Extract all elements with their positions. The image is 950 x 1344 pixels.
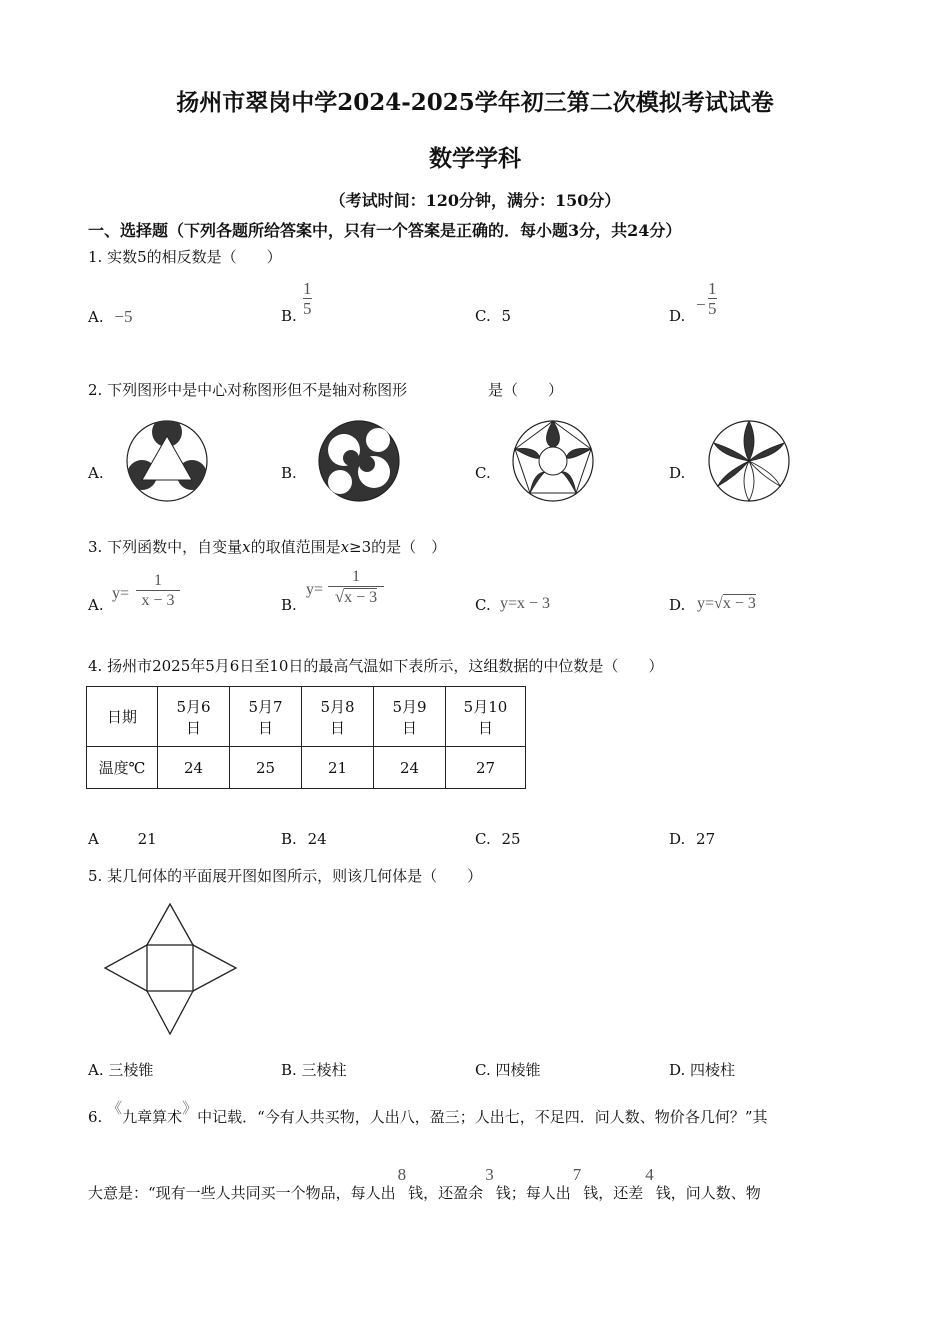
q2-stem: 2. 下列图形中是中心对称图形但不是轴对称图形 [88, 381, 408, 399]
q2-figure-a [124, 418, 210, 504]
q6-line1 [88, 1099, 768, 1127]
q2-figure-d [706, 418, 792, 504]
number: 3 [485, 1165, 494, 1184]
q2-option-b-label: B. [281, 464, 297, 482]
q6-line2 [88, 1165, 761, 1203]
option-label: C. [475, 830, 491, 848]
denominator: 5 [708, 299, 717, 318]
q6-text: 大意是：“现有一些人共同买一个物品，每人出 [88, 1184, 396, 1202]
question-number: 6. [88, 1108, 108, 1126]
table-cell: 24 [158, 747, 230, 789]
q5-option-a: A. 三棱锥 [88, 1061, 154, 1079]
table-cell: 5月6日 [158, 687, 230, 747]
table-head-cell: 温度℃ [87, 747, 158, 789]
q4-stem: 4. 扬州市2025年5月6日至10日的最高气温如下表所示，这组数据的中位数是（ ） [88, 657, 664, 675]
q3-option-a-fraction [136, 572, 180, 611]
q3-option-b-fraction [328, 568, 384, 608]
denominator: 5 [303, 299, 312, 318]
denominator: x − 3 [136, 590, 180, 611]
book-bracket-close: 》 [182, 1099, 198, 1117]
q6-text: 钱，还盈余 [408, 1184, 484, 1202]
q1-option-d-fraction [708, 280, 717, 319]
table-cell: 5月9日 [374, 687, 446, 747]
exam-title: 扬州市翠岗中学2024-2025学年初三第二次模拟考试试卷 [176, 89, 774, 116]
table-cell: 27 [446, 747, 526, 789]
q4-option-c [475, 830, 521, 848]
lhs: y= [697, 595, 715, 612]
option-label: C. [475, 307, 491, 325]
table-head-cell: 日期 [87, 687, 158, 747]
stem-text: 的取值范围是 [250, 538, 341, 556]
book-bracket-open: 《 [107, 1099, 123, 1117]
q2-option-d-label: D. [669, 464, 686, 482]
option-value: −5 [114, 307, 133, 326]
table-cell: 5月10日 [446, 687, 526, 747]
q3-option-b-lhs: y= [306, 581, 324, 598]
q2-option-c-label: C. [475, 464, 491, 482]
stem-text: ≥3 [349, 538, 372, 556]
section-heading: 一、选择题（下列各题所给答案中，只有一个答案是正确的．每小题3分，共24分） [88, 221, 682, 240]
option-value: 25 [501, 830, 521, 848]
q1-option-b-fraction [303, 280, 312, 319]
q2-figure-b [316, 418, 402, 504]
q2-figure-c [510, 418, 596, 504]
q6-text: 钱，还差 [583, 1184, 644, 1202]
table-cell: 25 [230, 747, 302, 789]
q5-option-c: C. 四棱锥 [475, 1061, 541, 1079]
q1-option-d-label: D. [669, 307, 686, 325]
q2-option-a-label: A. [88, 464, 104, 482]
stem-text: 3. 下列函数中，自变量 [88, 538, 243, 556]
denominator: √x − 3 [328, 586, 384, 608]
q5-option-b: B. 三棱柱 [281, 1061, 347, 1079]
option-label: A [88, 830, 99, 848]
q6-text: 钱，问人数、物 [655, 1184, 761, 1202]
q3-stem [88, 536, 446, 557]
q6-text: 钱；每人出 [495, 1184, 571, 1202]
table-cell: 21 [302, 747, 374, 789]
q5-option-d: D. 四棱柱 [669, 1061, 736, 1079]
exam-info: （考试时间：120分钟，满分：150分） [329, 191, 621, 210]
stem-text: 的是（ ） [371, 538, 447, 556]
q3-option-a-label: A. [88, 596, 104, 614]
table-cell: 5月8日 [302, 687, 374, 747]
q1-option-d-sign: − [696, 295, 706, 314]
q3-option-b-label: B. [281, 596, 297, 614]
q3-option-d-label: D. [669, 596, 686, 614]
option-value: 5 [501, 307, 512, 325]
table-row [87, 687, 526, 747]
q5-stem: 5. 某几何体的平面展开图如图所示，则该几何体是（ ） [88, 867, 483, 885]
numerator: 1 [352, 568, 360, 585]
option-label: D. [669, 830, 686, 848]
numerator: 1 [154, 572, 162, 589]
option-label: B. [281, 830, 297, 848]
q4-option-b [281, 830, 327, 848]
temperature-table [86, 686, 526, 789]
q2-stem-tail: 是（ ） [488, 381, 564, 399]
table-cell: 24 [374, 747, 446, 789]
table-cell: 5月7日 [230, 687, 302, 747]
q1-stem: 1. 实数5的相反数是（ ） [88, 248, 282, 266]
q3-option-c-label: C. [475, 596, 491, 614]
q1-option-a [88, 307, 132, 327]
q4-option-a [88, 830, 157, 848]
numerator: 1 [708, 279, 717, 298]
variable: x [340, 538, 350, 556]
q3-option-a-lhs: y= [112, 585, 130, 602]
number: 4 [645, 1165, 654, 1184]
option-value: 24 [307, 830, 327, 848]
variable: x [242, 538, 251, 556]
number: 8 [397, 1165, 407, 1184]
book-name: 九章算术 [122, 1108, 183, 1126]
option-label: A. [88, 308, 104, 326]
q6-text: 中记载．“今有人共买物，人出八，盈三；人出七，不足四．问人数、物价各几何？”其 [197, 1108, 768, 1126]
q5-net-figure [100, 900, 242, 1040]
option-value: 21 [137, 830, 157, 848]
subject-title: 数学学科 [429, 145, 521, 172]
table-row [87, 747, 526, 789]
q3-option-d-value: y=√x − 3 [697, 595, 756, 612]
radicand: x − 3 [344, 589, 378, 606]
option-value: 27 [696, 830, 716, 848]
numerator: 1 [303, 279, 312, 298]
q1-option-c [475, 307, 511, 325]
radicand: x − 3 [722, 595, 756, 612]
q1-option-b-label: B. [281, 307, 297, 325]
q3-option-c-value: y=x − 3 [500, 595, 551, 612]
q4-option-d [669, 830, 715, 848]
number: 7 [572, 1165, 582, 1184]
